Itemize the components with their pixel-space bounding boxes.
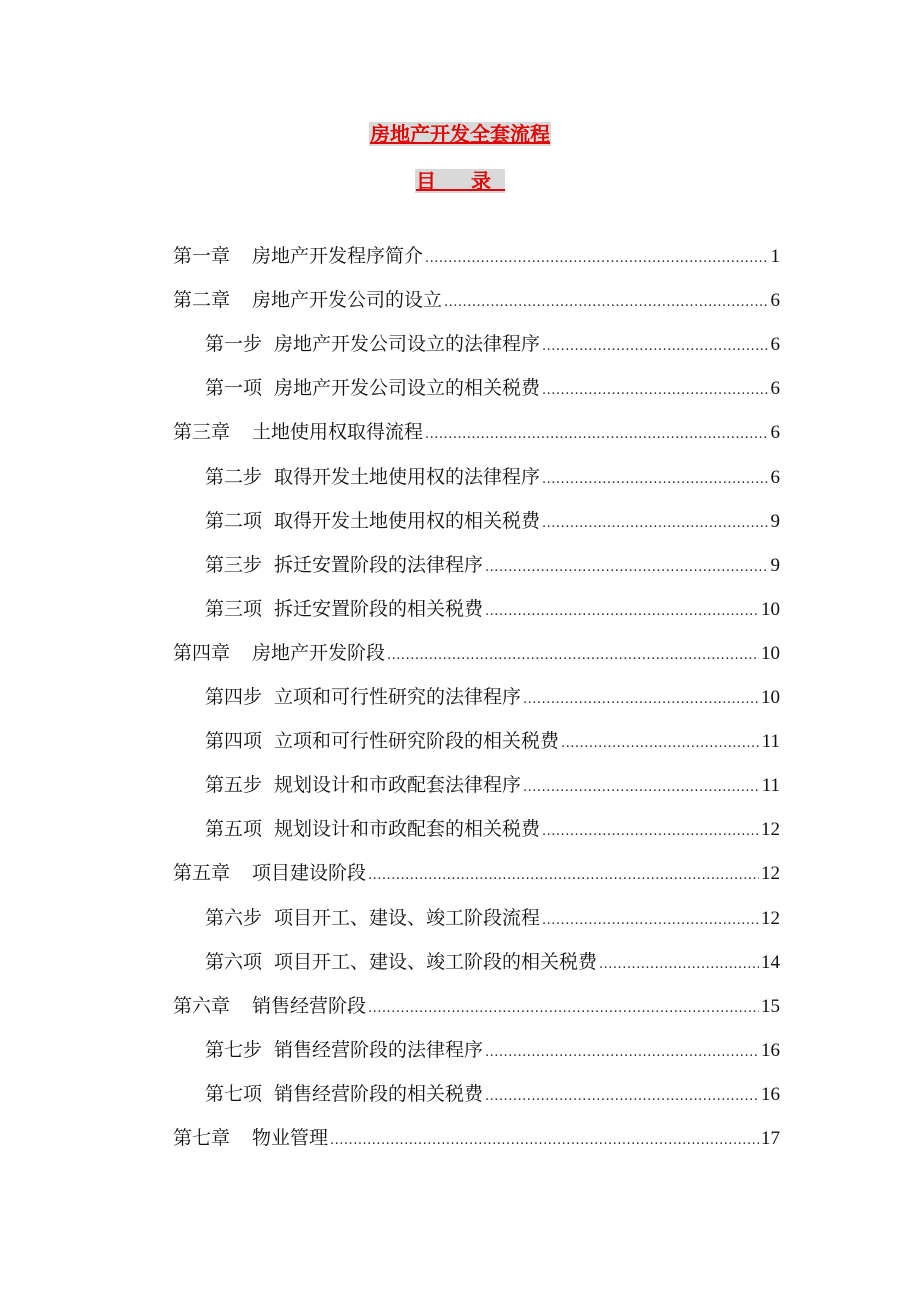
toc-page-number: 11	[761, 775, 780, 796]
document-title	[0, 120, 920, 148]
toc-section-entry[interactable]	[205, 769, 780, 801]
toc-entry-title: 拆迁安置阶段的法律程序	[274, 554, 484, 576]
toc-entry-number: 第三章	[173, 421, 231, 443]
toc-section-entry[interactable]	[205, 461, 780, 493]
toc-entry-number: 第七章	[173, 1127, 231, 1149]
toc-dot-leader	[542, 508, 768, 540]
toc-chapter-entry[interactable]	[173, 990, 780, 1022]
toc-entry-number: 第六步	[205, 907, 263, 929]
toc-section-entry[interactable]	[205, 505, 780, 537]
toc-page-number: 10	[761, 643, 780, 664]
toc-chapter-entry[interactable]	[173, 284, 780, 316]
toc-page-number: 12	[761, 908, 780, 929]
toc-page-number: 9	[770, 511, 780, 532]
toc-entry-number: 第六项	[205, 951, 263, 973]
toc-entry-number: 第四章	[173, 642, 231, 664]
toc-entry-title: 房地产开发阶段	[252, 642, 386, 664]
toc-section-entry[interactable]	[205, 593, 780, 625]
toc-page-number: 6	[770, 378, 780, 399]
toc-dot-leader	[425, 419, 768, 451]
toc-entry-title: 物业管理	[252, 1127, 329, 1149]
toc-entry-number: 第二章	[173, 289, 231, 311]
toc-dot-leader	[330, 1125, 759, 1157]
toc-page-number: 15	[761, 996, 780, 1017]
toc-dot-leader	[368, 860, 759, 892]
toc-dot-leader	[542, 331, 768, 363]
toc-entry-title: 房地产开发公司设立的法律程序	[274, 333, 541, 355]
toc-entry-title: 销售经营阶段	[252, 995, 367, 1017]
toc-entry-number: 第六章	[173, 995, 231, 1017]
toc-dot-leader	[523, 684, 759, 716]
toc-dot-leader	[368, 993, 759, 1025]
toc-dot-leader	[561, 728, 760, 760]
toc-entry-number: 第五章	[173, 862, 231, 884]
toc-entry-title: 取得开发土地使用权的法律程序	[274, 466, 541, 488]
toc-entry-number: 第三步	[205, 554, 263, 576]
toc-entry-title: 项目建设阶段	[252, 862, 367, 884]
toc-entry-title: 规划设计和市政配套的相关税费	[274, 818, 541, 840]
toc-section-entry[interactable]	[205, 681, 780, 713]
toc-page-number: 10	[761, 687, 780, 708]
toc-page-number: 16	[761, 1040, 780, 1061]
toc-page-number: 9	[770, 555, 780, 576]
toc-section-entry[interactable]	[205, 902, 780, 934]
toc-entry-number: 第一项	[205, 377, 263, 399]
toc-entry-number: 第三项	[205, 598, 263, 620]
toc-entry-number: 第二项	[205, 510, 263, 532]
toc-dot-leader	[485, 1081, 759, 1113]
toc-entry-title: 销售经营阶段的相关税费	[274, 1083, 484, 1105]
toc-dot-leader	[542, 905, 759, 937]
toc-page-number: 6	[770, 467, 780, 488]
toc-page-number: 6	[770, 290, 780, 311]
toc-dot-leader	[425, 243, 768, 275]
toc-page-number: 12	[761, 819, 780, 840]
toc-entry-title: 销售经营阶段的法律程序	[274, 1039, 484, 1061]
toc-section-entry[interactable]	[205, 1078, 780, 1110]
toc-page-number: 17	[761, 1128, 780, 1149]
toc-dot-leader	[485, 1037, 759, 1069]
toc-page-number: 12	[761, 863, 780, 884]
toc-page-number: 1	[770, 246, 780, 267]
toc-section-entry[interactable]	[205, 813, 780, 845]
toc-dot-leader	[485, 596, 759, 628]
toc-page-number: 14	[761, 952, 780, 973]
toc-entry-title: 项目开工、建设、竣工阶段的相关税费	[274, 951, 598, 973]
toc-chapter-entry[interactable]	[173, 857, 780, 889]
toc-entry-title: 房地产开发公司的设立	[252, 289, 443, 311]
toc-entry-number: 第一章	[173, 245, 231, 267]
toc-section-entry[interactable]	[205, 549, 780, 581]
toc-entry-number: 第四步	[205, 686, 263, 708]
toc-entry-number: 第七项	[205, 1083, 263, 1105]
toc-page-number: 6	[770, 422, 780, 443]
toc-entry-title: 项目开工、建设、竣工阶段流程	[274, 907, 541, 929]
toc-entry-number: 第四项	[205, 730, 263, 752]
toc-entry-title: 规划设计和市政配套法律程序	[274, 774, 522, 796]
toc-entry-title: 房地产开发程序简介	[252, 245, 424, 267]
toc-section-entry[interactable]	[205, 1034, 780, 1066]
toc-page-number: 10	[761, 599, 780, 620]
toc-dot-leader	[542, 375, 768, 407]
toc-section-entry[interactable]	[205, 372, 780, 404]
toc-section-entry[interactable]	[205, 946, 780, 978]
toc-heading	[0, 167, 920, 195]
toc-dot-leader	[542, 816, 759, 848]
toc-page-number: 16	[761, 1084, 780, 1105]
toc-section-entry[interactable]	[205, 725, 780, 757]
toc-entry-title: 立项和可行性研究阶段的相关税费	[274, 730, 560, 752]
toc-heading-text: 目 录	[416, 169, 505, 193]
toc-entry-title: 取得开发土地使用权的相关税费	[274, 510, 541, 532]
toc-entry-number: 第一步	[205, 333, 263, 355]
toc-entry-number: 第七步	[205, 1039, 263, 1061]
toc-dot-leader	[387, 640, 759, 672]
toc-dot-leader	[444, 287, 768, 319]
toc-page-number: 11	[761, 731, 780, 752]
toc-chapter-entry[interactable]	[173, 416, 780, 448]
toc-entry-title: 房地产开发公司设立的相关税费	[274, 377, 541, 399]
toc-entry-title: 拆迁安置阶段的相关税费	[274, 598, 484, 620]
toc-dot-leader	[542, 464, 768, 496]
toc-dot-leader	[485, 552, 768, 584]
toc-entry-number: 第五项	[205, 818, 263, 840]
toc-chapter-entry[interactable]	[173, 1122, 780, 1154]
toc-dot-leader	[599, 949, 759, 981]
toc-chapter-entry[interactable]	[173, 637, 780, 669]
toc-dot-leader	[523, 772, 760, 804]
document-title-text: 房地产开发全套流程	[370, 122, 550, 146]
toc-entry-title: 土地使用权取得流程	[252, 421, 424, 443]
toc-chapter-entry[interactable]	[173, 240, 780, 272]
toc-section-entry[interactable]	[205, 328, 780, 360]
toc-entry-number: 第五步	[205, 774, 263, 796]
toc-entry-title: 立项和可行性研究的法律程序	[274, 686, 522, 708]
toc-entry-number: 第二步	[205, 466, 263, 488]
toc-page-number: 6	[770, 334, 780, 355]
